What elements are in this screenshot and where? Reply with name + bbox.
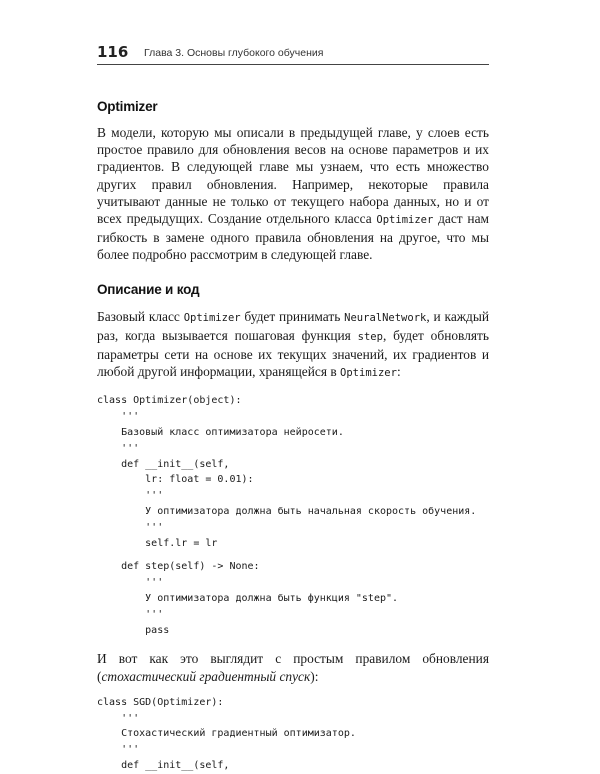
code-line: ''' — [97, 411, 140, 423]
code-line: pass — [97, 624, 170, 636]
header-rule — [97, 64, 489, 65]
paragraph-text: даст нам гибкость в замене одного правила обновления на другое, что мы более подробно рассмотрим в следующей главе. — [97, 211, 489, 263]
code-line: ''' — [97, 744, 140, 756]
running-head-chapter: Глава 3. Основы глубокого обучения — [144, 47, 324, 59]
code-line: lr: float = 0.01): — [97, 474, 254, 486]
paragraph-text: В модели, которую мы описали в предыдущей главе, у слоев есть простое правило для обновления весов на основе параметров и их градиентов. В следующей главе мы узнаем, что есть множество других правил обновления. Например, некоторые правила учитывают данные не только от текущего набора данных, но и от всех предыдущих. Создание отдельного класса — [97, 125, 489, 227]
page-number: 116 — [97, 43, 129, 61]
code-line: ''' — [97, 577, 164, 589]
paragraph-text: будет принимать — [240, 308, 345, 324]
page-body — [97, 94, 489, 774]
code-line: ''' — [97, 608, 164, 620]
paragraph-text: И вот как это выглядит с простым правилом обновления ( — [97, 651, 489, 684]
code-blank-line — [97, 551, 489, 559]
code-line: Стохастический градиентный оптимизатор. — [97, 728, 356, 740]
paragraph-text: Базовый класс — [97, 308, 184, 324]
inline-code: step — [357, 330, 383, 343]
paragraph-base-class — [97, 308, 489, 383]
code-line: def __init__(self, — [97, 759, 230, 771]
code-line: Базовый класс оптимизатора нейросети. — [97, 427, 344, 439]
code-block-sgd — [97, 695, 489, 774]
paragraph-text: ): — [310, 668, 319, 684]
paragraph-optimizer-intro — [97, 124, 489, 264]
code-line: ''' — [97, 712, 140, 724]
section-heading-description: Описание и код — [97, 281, 200, 297]
emphasis-text: стохастический градиентный спуск — [101, 668, 311, 684]
inline-code: Optimizer — [376, 214, 434, 227]
section-heading-optimizer: Optimizer — [97, 99, 158, 114]
code-line: У оптимизатора должна быть начальная скорость обучения. — [97, 506, 477, 518]
code-line: ''' — [97, 521, 164, 533]
paragraph-text: , и каждый раз, когда вызывается пошаговая функция — [97, 308, 489, 343]
code-line: ''' — [97, 490, 164, 502]
page-header — [97, 41, 489, 65]
paragraph-text: : — [396, 364, 401, 380]
code-line: self.lr = lr — [97, 537, 218, 549]
code-line: class SGD(Optimizer): — [97, 696, 224, 708]
code-line: def __init__(self, — [97, 458, 230, 470]
inline-code: Optimizer — [340, 367, 397, 380]
code-line: У оптимизатора должна быть функция "step". — [97, 593, 399, 604]
code-block-optimizer — [97, 393, 489, 638]
code-line: class Optimizer(object): — [97, 395, 242, 407]
code-line: ''' — [97, 442, 140, 454]
inline-code: Optimizer — [183, 311, 241, 324]
paragraph-sgd-intro — [97, 650, 489, 684]
code-line: def step(self) -> None: — [97, 561, 260, 573]
inline-code: NeuralNetwork — [344, 311, 427, 324]
paragraph-text: , будет обновлять параметры сети на основе их текущих значений, их градиентов и любой другой информации, хранящейся в — [97, 327, 489, 380]
